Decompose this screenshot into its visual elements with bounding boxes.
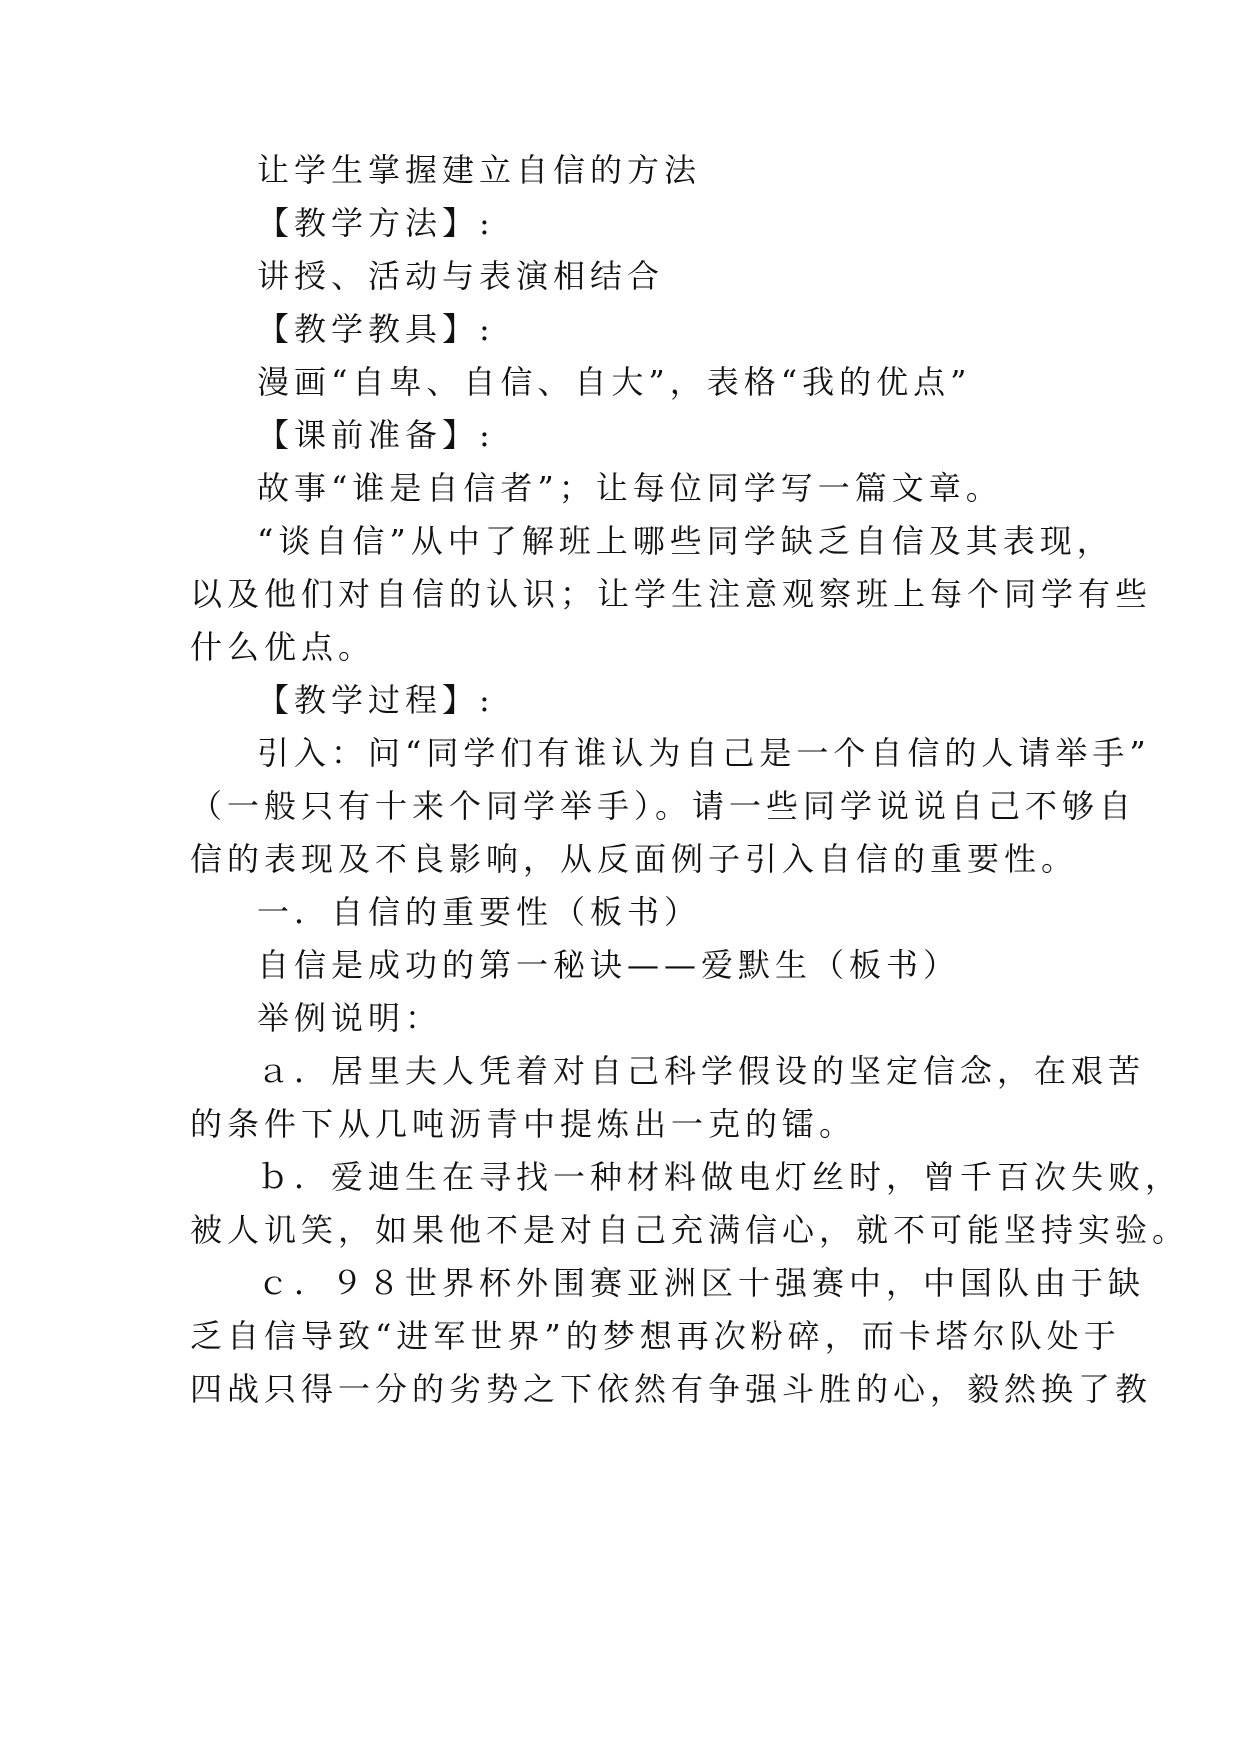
example-a-line: ａ．居里夫人凭着对自己科学假设的坚定信念，在艰苦	[257, 1052, 1146, 1090]
example-a-line: 的条件下从几吨沥青中提炼出一克的镭。	[190, 1105, 857, 1143]
paragraph-line: 以及他们对自信的认识；让学生注意观察班上每个同学有些	[190, 575, 1153, 613]
heading-preparation: 【课前准备】:	[257, 416, 495, 454]
paragraph-line: （一般只有十来个同学举手）。请一些同学说说自己不够自	[190, 787, 1137, 825]
example-c-line: 乏自信导致“进军世界”的梦想再次粉碎，而卡塔尔队处于	[190, 1317, 1121, 1355]
text-line-tools: 漫画“自卑、自信、自大”，表格“我的优点”	[257, 363, 972, 401]
paragraph-line: 信的表现及不良影响，从反面例子引入自信的重要性。	[190, 840, 1079, 878]
heading-teaching-tools: 【教学教具】:	[257, 310, 495, 348]
paragraph-line: 什么优点。	[190, 628, 376, 666]
paragraph-line: 引入：问“同学们有谁认为自己是一个自信的人请举手”	[257, 734, 1151, 772]
quote-line: 自信是成功的第一秘诀——爱默生（板书）	[257, 946, 961, 984]
section-heading: 一．自信的重要性（板书）	[257, 893, 702, 931]
text-line-examples: 举例说明：	[257, 999, 443, 1037]
example-c-line: 四战只得一分的劣势之下依然有争强斗胜的心，毅然换了教	[190, 1370, 1153, 1408]
example-b-line: ｂ．爱迪生在寻找一种材料做电灯丝时，曾千百次失败，	[257, 1158, 1183, 1196]
heading-teaching-method: 【教学方法】:	[257, 204, 495, 242]
text-line-goal: 让学生掌握建立自信的方法	[257, 151, 702, 189]
text-line-method: 讲授、活动与表演相结合	[257, 257, 665, 295]
example-b-line: 被人讥笑，如果他不是对自己充满信心，就不可能坚持实验。	[190, 1211, 1190, 1249]
heading-teaching-process: 【教学过程】:	[257, 681, 495, 719]
text-line-preparation: 故事“谁是自信者”；让每位同学写一篇文章。	[257, 469, 1003, 507]
paragraph-line: “谈自信”从中了解班上哪些同学缺乏自信及其表现，	[257, 522, 1114, 560]
example-c-line: ｃ．９８世界杯外围赛亚洲区十强赛中，中国队由于缺	[257, 1264, 1146, 1302]
